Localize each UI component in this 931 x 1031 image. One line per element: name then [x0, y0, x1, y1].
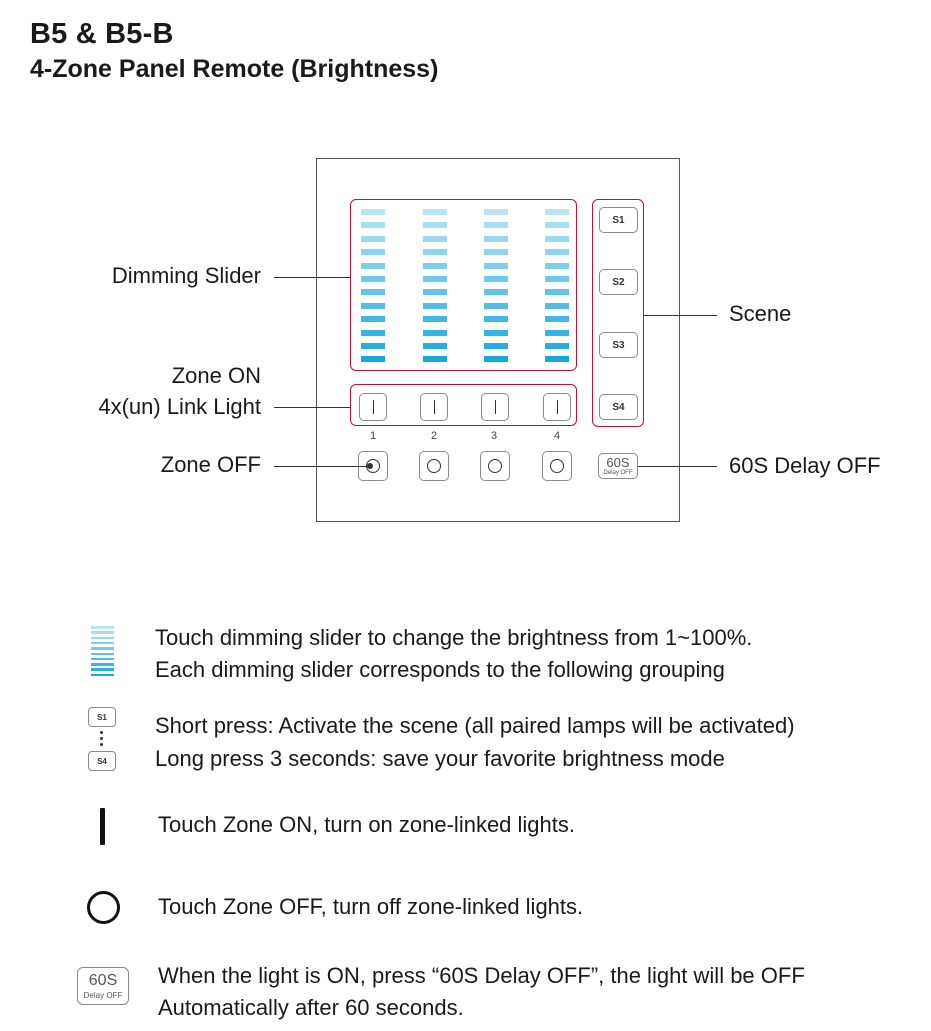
label-scene: Scene	[729, 301, 792, 326]
slider-bar[interactable]	[545, 343, 569, 349]
page-title: B5 & B5-B	[30, 18, 174, 50]
slider-bar[interactable]	[545, 316, 569, 322]
slider-bar[interactable]	[484, 276, 508, 282]
slider-bar[interactable]	[484, 263, 508, 269]
scene-legend-dots	[100, 728, 104, 746]
scene-legend-icon-s4: S4	[88, 751, 116, 771]
slider-bar[interactable]	[361, 316, 385, 322]
slider-bar[interactable]	[484, 356, 508, 362]
zone-off-icon	[550, 459, 564, 473]
callout-zone-on	[274, 407, 350, 408]
zone-on-icon	[434, 400, 436, 414]
callout-zone-off-dot	[367, 463, 373, 469]
callout-zone-off	[274, 466, 370, 467]
slider-bar[interactable]	[484, 289, 508, 295]
slider-legend-bar	[91, 642, 114, 645]
scene-highlight	[592, 199, 644, 427]
zone-on-button-2[interactable]	[420, 393, 448, 421]
zone-off-legend-icon	[87, 891, 120, 924]
slider-bar[interactable]	[545, 289, 569, 295]
delay-off-main: 60S	[606, 455, 630, 470]
slider-bar[interactable]	[423, 249, 447, 255]
slider-bar[interactable]	[361, 343, 385, 349]
zone-on-legend-icon	[100, 808, 105, 845]
legend-delay-line2: Automatically after 60 seconds.	[158, 995, 464, 1020]
scene-button-s1[interactable]: S1	[599, 207, 638, 233]
slider-bar[interactable]	[361, 209, 385, 215]
slider-bar[interactable]	[361, 356, 385, 362]
delay-off-button[interactable]	[598, 453, 638, 479]
slider-bar[interactable]	[484, 316, 508, 322]
slider-bar[interactable]	[423, 209, 447, 215]
legend-delay-line1: When the light is ON, press “60S Delay OFF”, the light will be OFF	[158, 963, 805, 988]
slider-bar[interactable]	[545, 222, 569, 228]
label-zone-off: Zone OFF	[160, 452, 261, 477]
callout-scene	[644, 315, 717, 316]
zone-off-button-2[interactable]	[419, 451, 449, 481]
callout-delay-off	[638, 466, 717, 467]
zone-off-button-4[interactable]	[542, 451, 572, 481]
slider-legend-bar	[91, 647, 114, 650]
zone-number-1: 1	[369, 430, 377, 442]
slider-bar[interactable]	[423, 289, 447, 295]
slider-bar[interactable]	[361, 303, 385, 309]
slider-bar[interactable]	[484, 236, 508, 242]
callout-dimming-slider	[274, 277, 350, 278]
slider-bar[interactable]	[545, 263, 569, 269]
slider-legend-bar	[91, 668, 114, 671]
legend-slider-line1: Touch dimming slider to change the brightness from 1~100%.	[155, 625, 753, 650]
zone-number-4: 4	[553, 430, 561, 442]
zone-on-button-4[interactable]	[543, 393, 571, 421]
slider-bar[interactable]	[361, 263, 385, 269]
slider-bar[interactable]	[423, 356, 447, 362]
slider-legend-bar	[91, 631, 114, 634]
zone-off-icon	[488, 459, 502, 473]
slider-bar[interactable]	[484, 249, 508, 255]
slider-bar[interactable]	[423, 330, 447, 336]
slider-bar[interactable]	[545, 249, 569, 255]
label-zone-on-link: 4x(un) Link Light	[98, 394, 261, 419]
slider-bar[interactable]	[361, 330, 385, 336]
delay-legend-icon	[77, 967, 129, 1005]
slider-bar[interactable]	[423, 263, 447, 269]
slider-bar[interactable]	[484, 303, 508, 309]
slider-bar[interactable]	[361, 249, 385, 255]
zone-off-icon	[427, 459, 441, 473]
slider-bar[interactable]	[423, 316, 447, 322]
label-dimming-slider: Dimming Slider	[111, 263, 261, 288]
zone-on-icon	[495, 400, 497, 414]
slider-bar[interactable]	[423, 236, 447, 242]
slider-bar[interactable]	[484, 343, 508, 349]
page-subtitle: 4-Zone Panel Remote (Brightness)	[30, 55, 439, 83]
scene-button-s3[interactable]: S3	[599, 332, 638, 358]
slider-legend-bar	[91, 674, 114, 677]
legend-zone-on: Touch Zone ON, turn on zone-linked lights.	[158, 812, 576, 837]
zone-off-button-3[interactable]	[480, 451, 510, 481]
slider-legend-bar	[91, 658, 114, 661]
slider-bar[interactable]	[361, 222, 385, 228]
legend-scene-line1: Short press: Activate the scene (all paired lamps will be activated)	[155, 713, 795, 738]
slider-bar[interactable]	[361, 289, 385, 295]
slider-legend-bar	[91, 653, 114, 656]
slider-bar[interactable]	[423, 222, 447, 228]
slider-bar[interactable]	[545, 236, 569, 242]
delay-off-sub: Delay OFF	[603, 470, 633, 476]
scene-button-s4[interactable]: S4	[599, 394, 638, 420]
slider-bar[interactable]	[545, 276, 569, 282]
slider-legend-bar	[91, 626, 114, 629]
label-delay-off: 60S Delay OFF	[729, 453, 881, 478]
legend-slider-line2: Each dimming slider corresponds to the following grouping	[155, 657, 725, 682]
slider-bar[interactable]	[484, 209, 508, 215]
slider-bar[interactable]	[423, 303, 447, 309]
slider-bar[interactable]	[545, 303, 569, 309]
slider-bar[interactable]	[361, 236, 385, 242]
delay-legend-main: 60S	[88, 972, 118, 989]
slider-bar[interactable]	[545, 330, 569, 336]
slider-bar[interactable]	[484, 330, 508, 336]
scene-button-s2[interactable]: S2	[599, 269, 638, 295]
slider-bar[interactable]	[545, 356, 569, 362]
zone-on-button-3[interactable]	[481, 393, 509, 421]
slider-bar[interactable]	[361, 276, 385, 282]
legend-zone-off: Touch Zone OFF, turn off zone-linked lights.	[158, 894, 584, 919]
label-zone-on: Zone ON	[171, 363, 261, 388]
slider-legend-bar	[91, 637, 114, 640]
zone-on-icon	[373, 400, 375, 414]
zone-number-3: 3	[490, 430, 498, 442]
delay-legend-sub: Delay OFF	[83, 991, 123, 1000]
legend-scene-line2: Long press 3 seconds: save your favorite brightness mode	[155, 746, 725, 771]
zone-number-2: 2	[430, 430, 438, 442]
slider-bar[interactable]	[484, 222, 508, 228]
slider-legend-bar	[91, 663, 114, 666]
zone-on-button-1[interactable]	[359, 393, 387, 421]
scene-legend-icon-s1: S1	[88, 707, 116, 727]
slider-bar[interactable]	[423, 276, 447, 282]
slider-bar[interactable]	[423, 343, 447, 349]
slider-bar[interactable]	[545, 209, 569, 215]
zone-on-icon	[557, 400, 559, 414]
